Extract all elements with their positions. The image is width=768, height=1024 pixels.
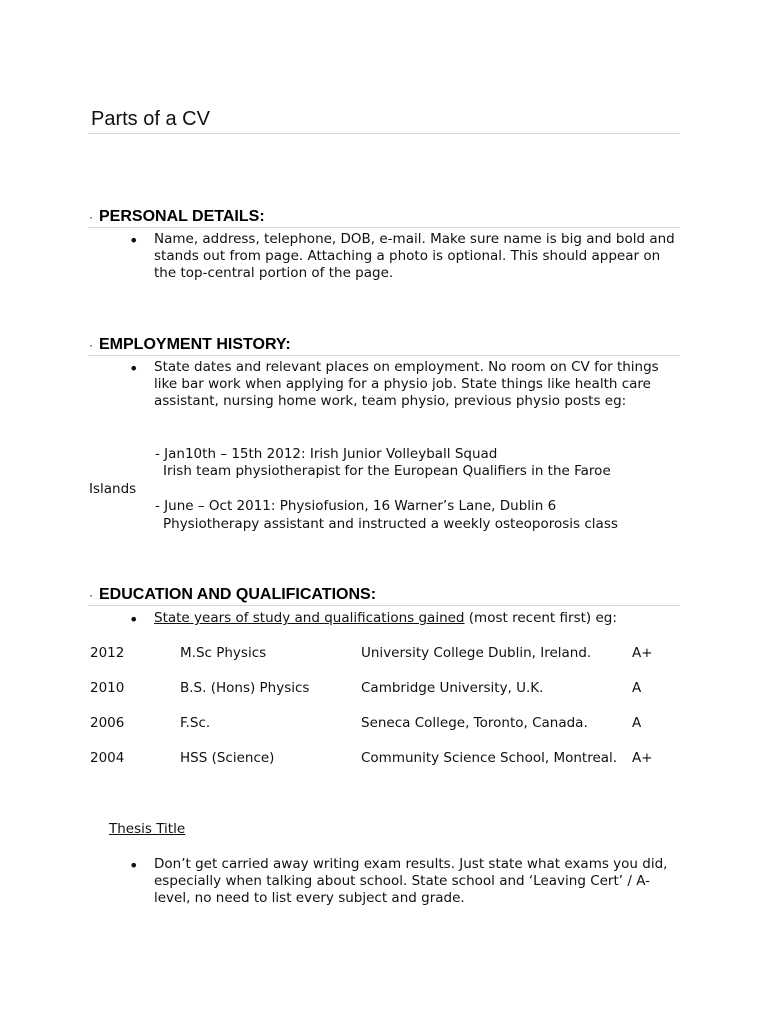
qualification-institution: University College Dublin, Ireland. (361, 645, 592, 661)
heading-dot: · (89, 210, 93, 224)
employment-entry-1-dates: - Jan10th – 15th 2012: Irish Junior Volleyball Squad (155, 446, 498, 462)
bullet: • (129, 359, 139, 378)
section-heading-employment (89, 336, 291, 354)
bullet: • (129, 610, 139, 629)
qualification-year: 2012 (90, 645, 125, 661)
qualification-degree: B.S. (Hons) Physics (180, 680, 310, 696)
bullet: • (129, 231, 139, 250)
qualification-grade: A (632, 715, 642, 731)
qualification-degree: M.Sc Physics (180, 645, 267, 661)
qualification-year: 2006 (90, 715, 125, 731)
education-intro (154, 610, 617, 626)
page-title: Parts of a CV (91, 108, 210, 130)
qualification-degree: F.Sc. (180, 715, 211, 731)
heading-text: EMPLOYMENT HISTORY: (99, 336, 291, 353)
employment-entry-2-dates: - June – Oct 2011: Physiofusion, 16 Warner’s Lane, Dublin 6 (155, 498, 557, 514)
education-intro-underlined: State years of study and qualifications gained (154, 610, 465, 626)
qualification-institution: Cambridge University, U.K. (361, 680, 544, 696)
personal-details-text: Name, address, telephone, DOB, e-mail. Make sure name is big and bold and stands out from page. Attaching a photo is optional. This should appear on the top-central portion of the page. (154, 231, 675, 282)
qualification-degree: HSS (Science) (180, 750, 275, 766)
qualification-year: 2010 (90, 680, 125, 696)
qualification-institution: Community Science School, Montreal. (361, 750, 618, 766)
heading-text: EDUCATION AND QUALIFICATIONS: (99, 586, 377, 603)
heading-dot: · (89, 338, 93, 352)
employment-history-text: State dates and relevant places on employment. No room on CV for things like bar work when applying for a physio job. State things like health care assistant, nursing home work, team physio, previous physio posts eg: (154, 359, 659, 410)
bullet: • (129, 856, 139, 875)
heading-text: PERSONAL DETAILS: (99, 208, 265, 225)
heading-dot: · (89, 588, 93, 602)
section-rule (88, 605, 680, 606)
title-rule (88, 133, 680, 134)
employment-entry-2-role: Physiotherapy assistant and instructed a weekly osteoporosis class (163, 516, 618, 532)
exam-results-note: Don’t get carried away writing exam results. Just state what exams you did, especially when talking about school. State school and ‘Leaving Cert’ / A-level, no need to list every subject and grade. (154, 856, 668, 907)
qualification-grade: A+ (632, 645, 653, 661)
employment-entry-1-role: Irish team physiotherapist for the European Qualifiers in the Faroe (163, 463, 611, 479)
thesis-title-label: Thesis Title (109, 821, 186, 837)
qualification-year: 2004 (90, 750, 125, 766)
education-intro-rest: (most recent first) eg: (464, 610, 617, 626)
qualification-grade: A (632, 680, 642, 696)
employment-entry-1-role-continued: Islands (89, 481, 137, 497)
section-rule (88, 227, 680, 228)
section-rule (88, 355, 680, 356)
qualification-institution: Seneca College, Toronto, Canada. (361, 715, 588, 731)
section-heading-education (89, 586, 376, 604)
section-heading-personal (89, 208, 265, 226)
qualification-grade: A+ (632, 750, 653, 766)
